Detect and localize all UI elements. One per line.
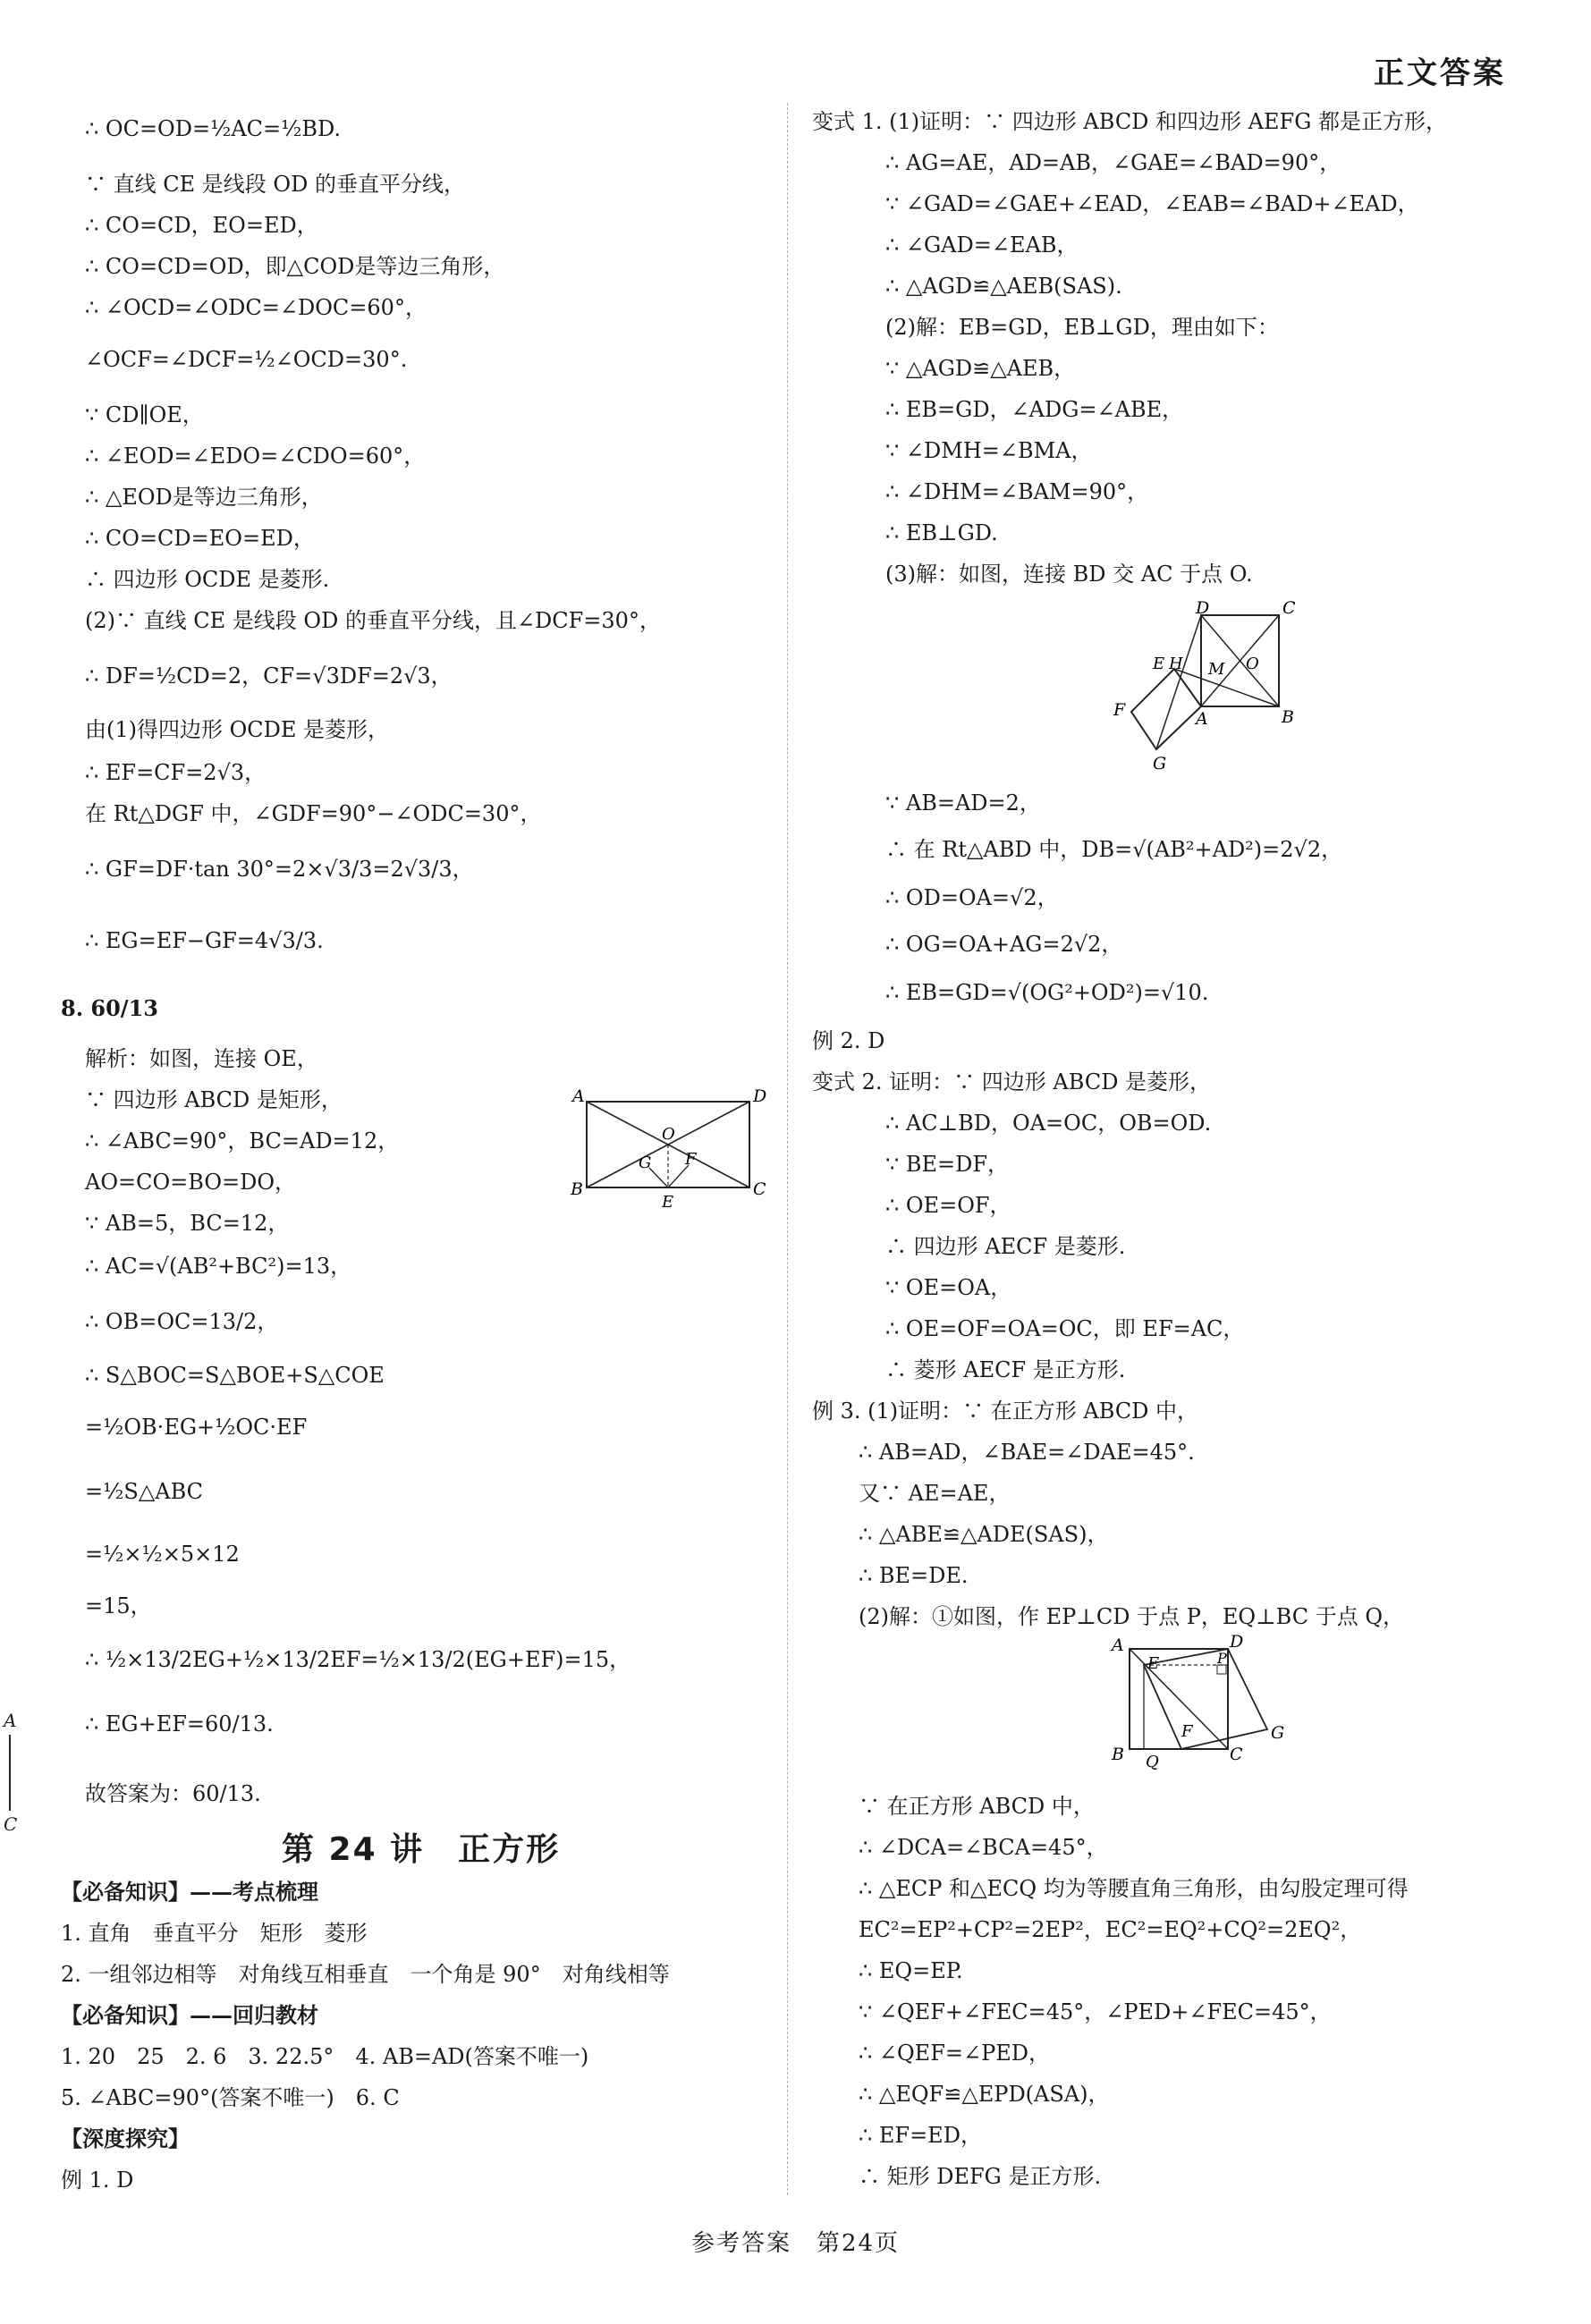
text-line: (2)∵ 直线 CE 是线段 OD 的垂直平分线，且∠DCF=30°， <box>85 608 661 633</box>
text-line: ∴ OE=OF， <box>885 1193 1011 1218</box>
text-line: ∴ ∠QEF=∠PED， <box>859 2041 1050 2066</box>
text-line: ∴ EF=CF=2√3， <box>85 760 267 785</box>
text-line: ∴ AG=AE，AD=AB，∠GAE=∠BAD=90°， <box>885 150 1341 175</box>
label-A: A <box>572 1086 585 1106</box>
text-line: ∴ 四边形 AECF 是菱形. <box>885 1234 1126 1259</box>
text-line: ∴ EB=GD=√(OG²+OD²)=√10. <box>885 980 1209 1005</box>
text-line: ∴ AC=√(AB²+BC²)=13， <box>85 1254 352 1279</box>
text-line: 又∵ AE=AE， <box>859 1481 1011 1506</box>
label-O: O <box>1246 655 1259 673</box>
label-Q: Q <box>1146 1753 1159 1771</box>
text-line: 2. 一组邻边相等 对角线互相垂直 一个角是 90° 对角线相等 <box>61 1962 670 1987</box>
text-line: ∵ ∠GAD=∠GAE+∠EAD，∠EAB=∠BAD+∠EAD， <box>885 191 1419 216</box>
text-line: ∴ ∠ABC=90°，BC=AD=12， <box>85 1128 400 1154</box>
text-line: 例 2. D <box>812 1028 885 1053</box>
text-line: ∴ S△BOC=S△BOE+S△COE <box>85 1363 385 1388</box>
text-line: ∴ OB=OC=13/2， <box>85 1309 279 1334</box>
text-line: ∴ DF=½CD=2，CF=√3DF=2√3， <box>85 663 453 689</box>
label-A: A <box>1196 709 1208 729</box>
text-line: ∴ ∠OCD=∠ODC=∠DOC=60°， <box>85 295 427 320</box>
text-line: ∴ ∠EOD=∠EDO=∠CDO=60°， <box>85 444 426 469</box>
page-footer: 参考答案 第24页 <box>690 2230 901 2257</box>
text-line: ∵ 四边形 ABCD 是矩形， <box>85 1087 343 1112</box>
label-F: F <box>685 1150 697 1169</box>
text-line: ∴ ½×13/2EG+½×13/2EF=½×13/2(EG+EF)=15， <box>85 1647 631 1672</box>
text-line: ∠OCF=∠DCF=½∠OCD=30°. <box>85 347 408 372</box>
text-line: ∴ OD=OA=√2， <box>885 885 1059 910</box>
section-title: 第 24 讲 正方形 <box>282 1831 561 1868</box>
label-C: C <box>1282 601 1296 618</box>
text-line: ∴ CO=CD=EO=ED， <box>85 526 315 551</box>
label-B: B <box>1282 707 1294 727</box>
text-line: ∴ EF=ED， <box>859 2123 982 2148</box>
text-line: ∵ 直线 CE 是线段 OD 的垂直平分线， <box>85 172 465 197</box>
label-G: G <box>1271 1723 1285 1743</box>
text-line: ∴ △EOD是等边三角形， <box>85 485 323 510</box>
page-header-title: 正文答案 <box>1374 55 1506 91</box>
label-A: A <box>1112 1635 1124 1655</box>
text-line: ∴ EG=EF−GF=4√3/3. <box>85 928 324 953</box>
edge-label-c: C <box>4 1813 18 1835</box>
label-C: C <box>1230 1745 1243 1764</box>
text-line: ∴ CO=CD，EO=ED， <box>85 213 318 238</box>
text-line: ∴ EB⊥GD. <box>885 520 998 545</box>
text-line: ∴ EQ=EP. <box>859 1958 963 1983</box>
text-line: ∵ AB=5，BC=12， <box>85 1211 290 1236</box>
text-line: ∴ OG=OA+AG=2√2， <box>885 932 1123 957</box>
text-line: 变式 2. 证明：∵ 四边形 ABCD 是菱形， <box>812 1069 1212 1094</box>
text-line: ∴ AC⊥BD，OA=OC，OB=OD. <box>885 1111 1212 1136</box>
text-line: 在 Rt△DGF 中，∠GDF=90°−∠ODC=30°， <box>85 801 542 826</box>
text-line: (3)解：如图，连接 BD 交 AC 于点 O. <box>885 562 1253 587</box>
text-line: =½OB·EG+½OC·EF <box>85 1415 308 1440</box>
text-line: =15， <box>85 1593 152 1618</box>
text-line: (2)解：EB=GD，EB⊥GD，理由如下： <box>885 315 1279 340</box>
label-D: D <box>1230 1633 1244 1652</box>
subsection-heading: 【必备知识】——考点梳理 <box>61 1879 318 1905</box>
subsection-heading: 【必备知识】——回归教材 <box>61 2002 318 2028</box>
text-line: ∴ 菱形 AECF 是正方形. <box>885 1357 1126 1382</box>
edge-line <box>9 1735 11 1811</box>
label-E: E <box>1147 1654 1160 1673</box>
label-E: E <box>1153 655 1165 673</box>
text-line: ∵ △AGD≌△AEB， <box>885 356 1076 381</box>
text-line: ∴ △ABE≌△ADE(SAS)， <box>859 1522 1109 1547</box>
text-line: 变式 1. (1)证明：∵ 四边形 ABCD 和四边形 AEFG 都是正方形， <box>812 109 1447 134</box>
label-F: F <box>1113 700 1126 720</box>
text-line: ∴ AB=AD，∠BAE=∠DAE=45°. <box>859 1440 1195 1465</box>
text-line: 5. ∠ABC=90°(答案不唯一) 6. C <box>61 2085 400 2110</box>
label-G: G <box>639 1154 652 1172</box>
text-line: ∴ △AGD≌△AEB(SAS). <box>885 274 1122 299</box>
text-line: ∴ OC=OD=½AC=½BD. <box>85 116 342 141</box>
text-line: 1. 20 25 2. 6 3. 22.5° 4. AB=AD(答案不唯一) <box>61 2044 589 2069</box>
text-line: 例 3. (1)证明：∵ 在正方形 ABCD 中， <box>812 1399 1199 1424</box>
text-line: ∴ CO=CD=OD，即△COD是等边三角形， <box>85 254 505 279</box>
text-line: EC²=EP²+CP²=2EP²，EC²=EQ²+CQ²=2EQ²， <box>859 1917 1362 1942</box>
text-line: ∵ AB=AD=2， <box>885 790 1041 816</box>
text-line: ∴ OE=OF=OA=OC，即 EF=AC， <box>885 1316 1245 1341</box>
label-B: B <box>1112 1745 1124 1764</box>
text-line: ∴ 矩形 DEFG 是正方形. <box>859 2164 1102 2189</box>
text-line: ∵ BE=DF， <box>885 1152 1010 1177</box>
text-line: 例 1. D <box>61 2168 134 2193</box>
column-divider <box>787 103 788 2195</box>
text-line: ∵ ∠QEF+∠FEC=45°，∠PED+∠FEC=45°， <box>859 1999 1332 2024</box>
text-line: ∴ BE=DE. <box>859 1563 969 1588</box>
label-E: E <box>662 1193 674 1212</box>
rectangle-figure <box>563 1082 769 1216</box>
square-construction-figure <box>1096 1633 1301 1785</box>
text-line: ∴ ∠DCA=∠BCA=45°， <box>859 1835 1108 1860</box>
text-line: ∴ 在 Rt△ABD 中，DB=√(AB²+AD²)=2√2， <box>885 837 1343 862</box>
text-line: 故答案为：60/13. <box>85 1781 261 1806</box>
answer-number: 8. 60/13 <box>61 995 158 1021</box>
text-line: ∵ ∠DMH=∠BMA， <box>885 438 1093 463</box>
label-M: M <box>1208 660 1225 679</box>
text-line: 解析：如图，连接 OE， <box>85 1046 318 1071</box>
text-line: ∴ EB=GD，∠ADG=∠ABE， <box>885 397 1184 422</box>
label-D: D <box>1196 601 1210 618</box>
label-O: O <box>662 1125 675 1144</box>
text-line: ∴ ∠GAD=∠EAB， <box>885 232 1079 258</box>
edge-label-a: A <box>4 1710 17 1731</box>
text-line: ∴ 四边形 OCDE 是菱形. <box>85 567 330 592</box>
text-line: AO=CO=BO=DO， <box>85 1170 297 1195</box>
label-G: G <box>1153 754 1167 773</box>
text-line: ∵ 在正方形 ABCD 中， <box>859 1794 1095 1819</box>
text-line: 由(1)得四边形 OCDE 是菱形， <box>85 717 390 742</box>
two-squares-figure <box>1096 601 1310 780</box>
text-line: (2)解：①如图，作 EP⊥CD 于点 P，EQ⊥BC 于点 Q， <box>859 1604 1405 1629</box>
text-line: ∵ CD∥OE， <box>85 402 204 427</box>
text-line: ∴ △ECP 和△ECQ 均为等腰直角三角形，由勾股定理可得 <box>859 1876 1409 1901</box>
label-D: D <box>753 1086 767 1106</box>
subsection-heading: 【深度探究】 <box>61 2125 190 2151</box>
text-line: =½S△ABC <box>85 1479 204 1504</box>
label-P: P <box>1217 1650 1227 1667</box>
text-line: =½×½×5×12 <box>85 1542 240 1567</box>
text-line: ∴ GF=DF·tan 30°=2×√3/3=2√3/3， <box>85 857 474 882</box>
text-line: ∵ OE=OA， <box>885 1275 1012 1300</box>
text-line: ∴ △EQF≌△EPD(ASA)， <box>859 2082 1110 2107</box>
text-line: ∴ ∠DHM=∠BAM=90°， <box>885 479 1149 504</box>
text-line: ∴ EG+EF=60/13. <box>85 1711 274 1737</box>
label-B: B <box>571 1179 583 1199</box>
text-line: 1. 直角 垂直平分 矩形 菱形 <box>61 1921 368 1946</box>
label-C: C <box>753 1179 766 1199</box>
label-H: H <box>1169 655 1183 673</box>
label-F: F <box>1181 1722 1193 1741</box>
